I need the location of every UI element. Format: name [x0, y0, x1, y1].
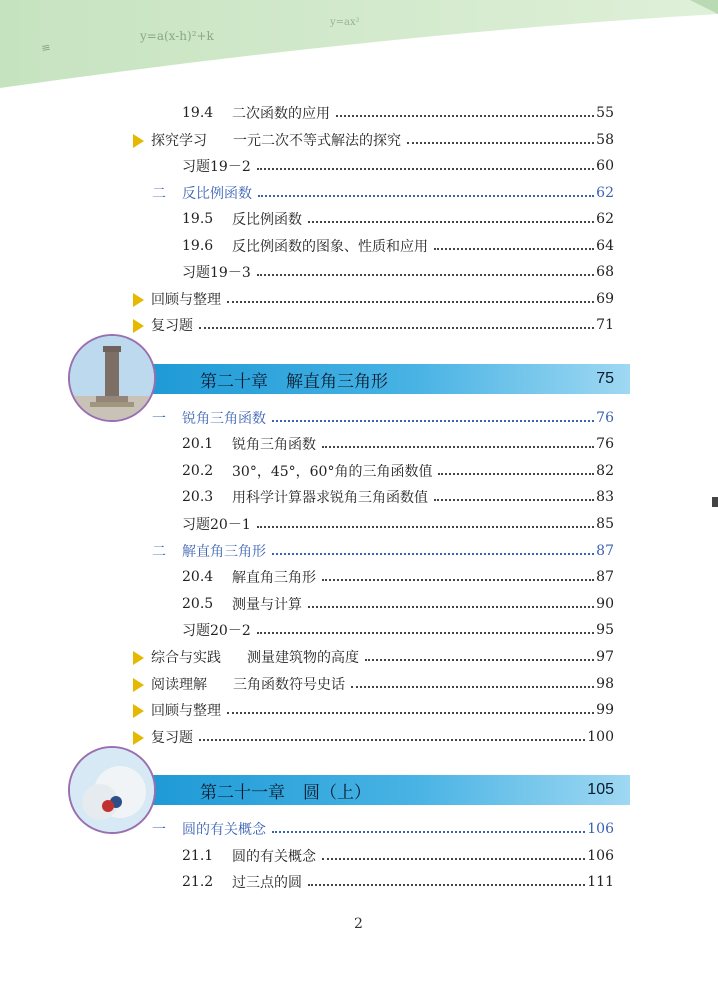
dot-leader	[257, 260, 594, 276]
page-ref: 100	[587, 729, 614, 745]
section-title: 用科学计算器求锐角三角函数值	[232, 490, 428, 506]
page-ref: 62	[596, 211, 614, 227]
dot-leader	[407, 128, 594, 144]
toc-row-21-2[interactable]	[182, 871, 614, 893]
toc-row-21-1[interactable]	[182, 845, 614, 867]
section-number: 20.4	[182, 569, 214, 585]
section-number: 19.6	[182, 238, 214, 254]
toc-row-exercise-20-1[interactable]	[182, 513, 614, 535]
dot-leader	[199, 313, 594, 329]
section-title: 30°，45°，60°角的三角函数值	[232, 464, 433, 480]
toc-row-exercise-19-2[interactable]	[182, 155, 614, 177]
page-ref: 106	[587, 848, 614, 864]
toc-row-review-20[interactable]	[151, 699, 614, 721]
round-objects-photo	[68, 746, 156, 834]
section-title: 锐角三角函数	[232, 437, 316, 453]
dot-leader	[257, 618, 594, 634]
dot-leader	[351, 672, 594, 688]
page-ref: 99	[596, 702, 614, 718]
section-number: 20.2	[182, 463, 214, 479]
dot-leader	[227, 287, 594, 303]
page-ref: 98	[596, 676, 614, 692]
part-number: 一	[152, 411, 166, 427]
page-ref: 90	[596, 596, 614, 612]
triangle-marker-icon	[133, 678, 144, 692]
page-ref: 76	[596, 436, 614, 452]
section-number: 20.5	[182, 596, 214, 612]
dot-leader	[308, 870, 585, 886]
toc-row-20-3[interactable]	[182, 486, 614, 508]
toc-row-19-5[interactable]	[182, 208, 614, 230]
section-title: 圆的有关概念	[182, 822, 266, 838]
section-subtitle: 测量建筑物的高度	[247, 650, 359, 666]
page-ref: 69	[596, 291, 614, 307]
dot-leader	[272, 539, 594, 555]
section-title: 习题19－3	[182, 265, 251, 281]
dot-leader	[257, 154, 594, 170]
toc-row-revision-20[interactable]	[151, 726, 614, 748]
section-subtitle: 三角函数符号史话	[233, 677, 345, 693]
part-number: 一	[152, 822, 166, 838]
page-ref: 76	[596, 410, 614, 426]
page-number: 2	[354, 916, 363, 932]
toc-row-part-2-solve[interactable]	[152, 540, 614, 562]
toc-row-part-2[interactable]	[152, 182, 614, 204]
page-ref: 71	[596, 317, 614, 333]
section-title: 综合与实践	[151, 650, 221, 666]
section-title: 反比例函数的图象、性质和应用	[232, 239, 428, 255]
section-title: 探究学习	[151, 133, 207, 149]
section-title: 反比例函数	[232, 212, 302, 228]
page-ref: 85	[596, 516, 614, 532]
dot-leader	[336, 101, 594, 117]
toc-row-19-6[interactable]	[182, 235, 614, 257]
section-number: 21.2	[182, 874, 214, 890]
toc-row-20-1[interactable]	[182, 433, 614, 455]
dot-leader	[434, 485, 594, 501]
dot-leader	[322, 432, 594, 448]
section-title: 阅读理解	[151, 677, 207, 693]
triangle-marker-icon	[133, 319, 144, 333]
toc-row-19-4[interactable]	[182, 102, 614, 124]
toc-row-part-1-trig[interactable]	[152, 407, 614, 429]
section-title: 解直角三角形	[182, 544, 266, 560]
section-title: 习题20－2	[182, 623, 251, 639]
page-ref: 95	[596, 622, 614, 638]
toc-row-reading[interactable]	[151, 673, 614, 695]
chapter-page: 105	[587, 781, 614, 798]
page-ref: 62	[596, 185, 614, 201]
page-ref: 64	[596, 238, 614, 254]
dot-leader	[434, 234, 594, 250]
section-title: 过三点的圆	[232, 875, 302, 891]
dot-leader	[365, 645, 594, 661]
dot-leader	[257, 512, 594, 528]
header-formula-decoration	[0, 0, 718, 92]
dot-leader	[322, 565, 594, 581]
section-title: 回顾与整理	[151, 703, 221, 719]
monument-photo	[68, 334, 156, 422]
toc-row-practice[interactable]	[151, 646, 614, 668]
triangle-marker-icon	[133, 293, 144, 307]
toc-row-exercise-19-3[interactable]	[182, 261, 614, 283]
triangle-marker-icon	[133, 704, 144, 718]
page-ref: 58	[596, 132, 614, 148]
section-title: 复习题	[151, 730, 193, 746]
chapter-20-bar[interactable]	[152, 364, 630, 394]
chapter-number: 第二十一章	[200, 782, 285, 803]
page-ref: 82	[596, 463, 614, 479]
chapter-21-bar[interactable]	[152, 775, 630, 805]
page-ref: 111	[587, 874, 614, 890]
section-title: 习题19－2	[182, 159, 251, 175]
dot-leader	[322, 844, 585, 860]
section-number: 20.1	[182, 436, 214, 452]
section-title: 测量与计算	[232, 597, 302, 613]
section-title: 锐角三角函数	[182, 411, 266, 427]
section-title: 习题20－1	[182, 517, 251, 533]
page-ref: 106	[587, 821, 614, 837]
section-title: 二次函数的应用	[232, 106, 330, 122]
section-title: 复习题	[151, 318, 193, 334]
page-ref: 87	[596, 543, 614, 559]
part-number: 二	[152, 544, 166, 560]
section-title: 回顾与整理	[151, 292, 221, 308]
dot-leader	[308, 207, 594, 223]
chapter-number: 第二十章	[200, 371, 268, 392]
page-ref: 87	[596, 569, 614, 585]
header-band	[0, 0, 718, 92]
section-number: 19.5	[182, 211, 214, 227]
page-ref: 68	[596, 264, 614, 280]
page-ref: 55	[596, 105, 614, 121]
toc-row-20-5[interactable]	[182, 593, 614, 615]
dot-leader	[308, 592, 594, 608]
toc-row-revision[interactable]	[151, 314, 614, 336]
chapter-page: 75	[596, 370, 614, 387]
dot-leader	[199, 725, 585, 741]
section-title: 圆的有关概念	[232, 849, 316, 865]
page-ref: 83	[596, 489, 614, 505]
dot-leader	[272, 817, 585, 833]
section-number: 20.3	[182, 489, 214, 505]
header-formula-2: y=ax²	[330, 17, 360, 28]
svg-text:≡: ≡	[40, 40, 52, 55]
section-number: 21.1	[182, 848, 214, 864]
section-title: 解直角三角形	[232, 570, 316, 586]
dot-leader	[438, 459, 594, 475]
page-ref: 97	[596, 649, 614, 665]
triangle-marker-icon	[133, 731, 144, 745]
dot-leader	[258, 181, 594, 197]
toc-row-20-4[interactable]	[182, 566, 614, 588]
triangle-marker-icon	[133, 651, 144, 665]
triangle-marker-icon	[133, 134, 144, 148]
chapter-title: 圆（上）	[303, 782, 371, 803]
toc-row-review[interactable]	[151, 288, 614, 310]
page-ref: 60	[596, 158, 614, 174]
dot-leader	[227, 698, 594, 714]
toc-row-explore[interactable]	[151, 129, 614, 151]
toc-row-part-1-circle[interactable]	[152, 818, 614, 840]
part-number: 二	[152, 186, 166, 202]
chapter-title: 解直角三角形	[286, 371, 388, 392]
dot-leader	[272, 406, 594, 422]
section-subtitle: 一元二次不等式解法的探究	[233, 133, 401, 149]
edge-mark	[712, 497, 718, 507]
header-formula-1: y=a(x-h)²+k	[140, 29, 214, 43]
toc-row-exercise-20-2[interactable]	[182, 619, 614, 641]
section-title: 反比例函数	[182, 186, 252, 202]
toc-row-20-2[interactable]	[182, 460, 614, 482]
section-number: 19.4	[182, 105, 214, 121]
